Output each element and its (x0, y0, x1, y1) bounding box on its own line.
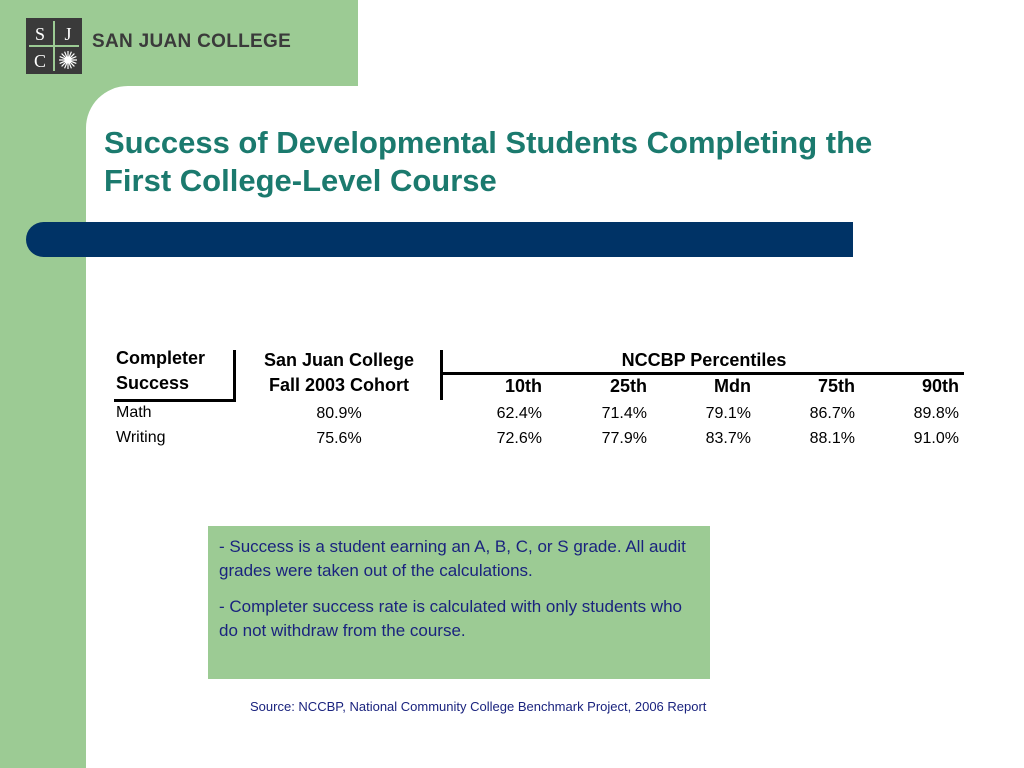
col-header-75th: 75th (817, 376, 855, 396)
sun-icon (59, 51, 77, 69)
math-25th: 71.4% (601, 405, 647, 422)
row-label-math: Math (116, 404, 152, 421)
writing-college-value: 75.6% (316, 430, 362, 447)
math-college-value: 80.9% (316, 405, 362, 422)
page-title (104, 124, 984, 200)
definitions-note-box (208, 526, 710, 679)
math-75th: 86.7% (809, 405, 855, 422)
logo-wordmark: SAN JUAN COLLEGE (92, 31, 292, 52)
title-line-2: First College-Level Course (104, 163, 497, 198)
logo-letter-c: C (33, 51, 47, 71)
col-header-mdn: Mdn (714, 376, 751, 396)
col-header-90th: 90th (921, 376, 959, 396)
col-header-25th: 25th (609, 376, 647, 396)
note-completer-definition: - Completer success rate is calculated with only students who do not withdraw from the course. (219, 597, 682, 640)
math-mdn: 79.1% (705, 405, 751, 422)
college-header-line-1: San Juan College (263, 350, 415, 370)
row-label-writing: Writing (116, 429, 166, 446)
writing-25th: 77.9% (601, 430, 647, 447)
source-citation: Source: NCCBP, National Community College Benchmark Project, 2006 Report (250, 699, 707, 714)
logo-letter-s: S (34, 24, 46, 44)
logo-letter-j: J (64, 24, 72, 44)
note-success-definition: - Success is a student earning an A, B, C, or S grade. All audit grades were taken out of the calculations. (219, 537, 686, 580)
col-header-10th: 10th (504, 376, 542, 396)
row-header-line-1: Completer (116, 348, 206, 368)
divider-left (233, 350, 236, 402)
math-90th: 89.8% (913, 405, 959, 422)
row-header-line-2: Success (116, 373, 190, 393)
divider-right (440, 350, 443, 400)
math-10th: 62.4% (496, 405, 542, 422)
title-line-1: Success of Developmental Students Completing the (104, 125, 873, 160)
college-header-line-2: Fall 2003 Cohort (268, 375, 410, 395)
writing-mdn: 83.7% (705, 430, 751, 447)
title-underline-bar (26, 222, 853, 257)
header-bottom-rule (114, 399, 234, 402)
writing-10th: 72.6% (496, 430, 542, 447)
percentiles-rule (440, 372, 964, 375)
writing-75th: 88.1% (809, 430, 855, 447)
writing-90th: 91.0% (913, 430, 959, 447)
percentiles-header: NCCBP Percentiles (621, 350, 787, 370)
college-logo (26, 18, 82, 74)
